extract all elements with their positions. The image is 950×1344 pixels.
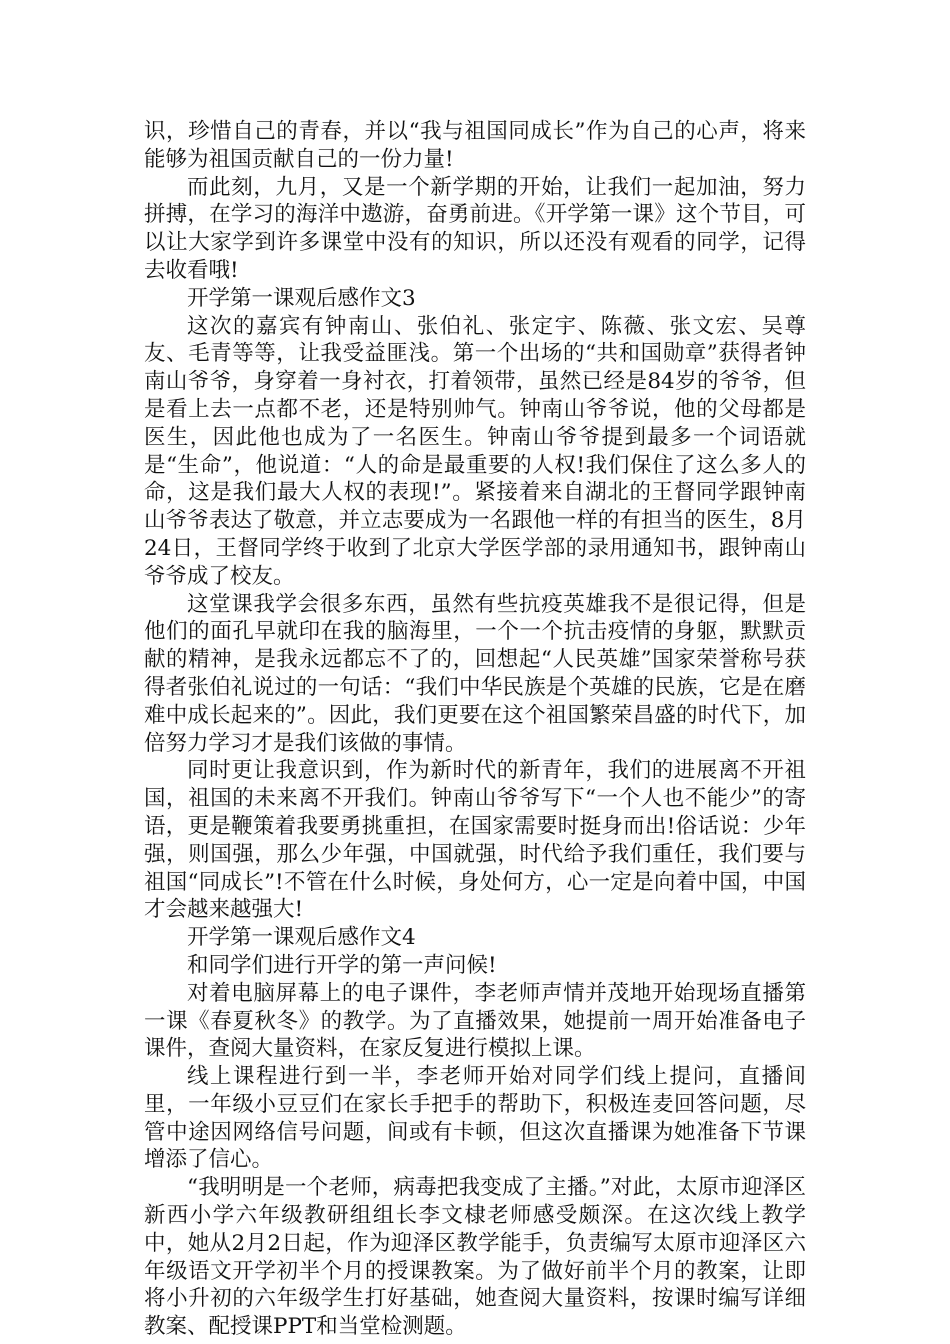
paragraph-continued: 识，珍惜自己的青春，并以“我与祖国同成长”作为自己的心声，将来能够为祖国贡献自己的一份力量! [144, 119, 806, 172]
paragraph: 这次的嘉宾有钟南山、张伯礼、张定宇、陈薇、张文宏、吴尊友、毛青等等，让我受益匪浅。第一个出场的“共和国勋章”获得者钟南山爷爷，身穿着一身衬衣，打着领带，虽然已经是84岁的爷爷，但是看上去一点都不老，还是特别帅气。钟南山爷爷说，他的父母都是医生，因此他也成为了一名医生。钟南山爷爷提到最多一个词语就是“生命”，他说道：“人的命是最重要的人权!我们保住了这么多人的命，这是我们最大人权的表现!”。紧接着来自湖北的王督同学跟钟南山爷爷表达了敬意，并立志要成为一名跟他一样的有担当的医生，8月24日，王督同学终于收到了北京大学医学部的录用通知书，跟钟南山爷爷成了校友。 [144, 313, 806, 589]
paragraph: 对着电脑屏幕上的电子课件，李老师声情并茂地开始现场直播第一课《春夏秋冬》的教学。为了直播效果，她提前一周开始准备电子课件，查阅大量资料，在家反复进行模拟上课。 [144, 980, 806, 1062]
document-page [144, 118, 806, 1341]
paragraph: 同时更让我意识到，作为新时代的新青年，我们的进展离不开祖国，祖国的未来离不开我们。钟南山爷爷写下“一个人也不能少”的寄语，更是鞭策着我要勇挑重担，在国家需要时挺身而出!俗话说：少年强，则国强，那么少年强，中国就强，时代给予我们重任，我们要与祖国“同成长”!不管在什么时候，身处何方，心一定是向着中国，中国才会越来越强大! [144, 758, 806, 923]
section-heading: 开学第一课观后感作文4 [187, 925, 416, 951]
section-heading: 开学第一课观后感作文3 [187, 285, 416, 311]
paragraph: 和同学们进行开学的第一声问候! [187, 952, 497, 978]
paragraph: 线上课程进行到一半，李老师开始对同学们线上提问，直播间里，一年级小豆豆们在家长手把手的帮助下，积极连麦回答问题，尽管中途因网络信号问题，间或有卡顿，但这次直播课为她准备下节课增添了信心。 [144, 1064, 806, 1173]
paragraph: “我明明是一个老师，病毒把我变成了主播。”对此，太原市迎泽区新西小学六年级教研组组长李文棣老师感受颇深。在这次线上教学中，她从2月2日起，作为迎泽区教学能手，负责编写太原市迎泽区六年级语文开学初半个月的授课教案。为了做好前半个月的教案，让即将小升初的六年级学生打好基础，她查阅大量资料，按课时编写详细教案、配授课PPT和当堂检测题。 [144, 1175, 806, 1340]
paragraph: 而此刻，九月，又是一个新学期的开始，让我们一起加油，努力拼搏，在学习的海洋中遨游，奋勇前进。《开学第一课》这个节目，可以让大家学到许多课堂中没有的知识，所以还没有观看的同学，记得去收看哦! [144, 174, 806, 283]
paragraph: 这堂课我学会很多东西，虽然有些抗疫英雄我不是很记得，但是他们的面孔早就印在我的脑海里，一个一个抗击疫情的身躯，默默贡献的精神，是我永远都忘不了的，回想起“人民英雄”国家荣誉称号获得者张伯礼说过的一句话：“我们中华民族是个英雄的民族，它是在磨难中成长起来的”。因此，我们更要在这个祖国繁荣昌盛的时代下，加倍努力学习才是我们该做的事情。 [144, 591, 806, 756]
